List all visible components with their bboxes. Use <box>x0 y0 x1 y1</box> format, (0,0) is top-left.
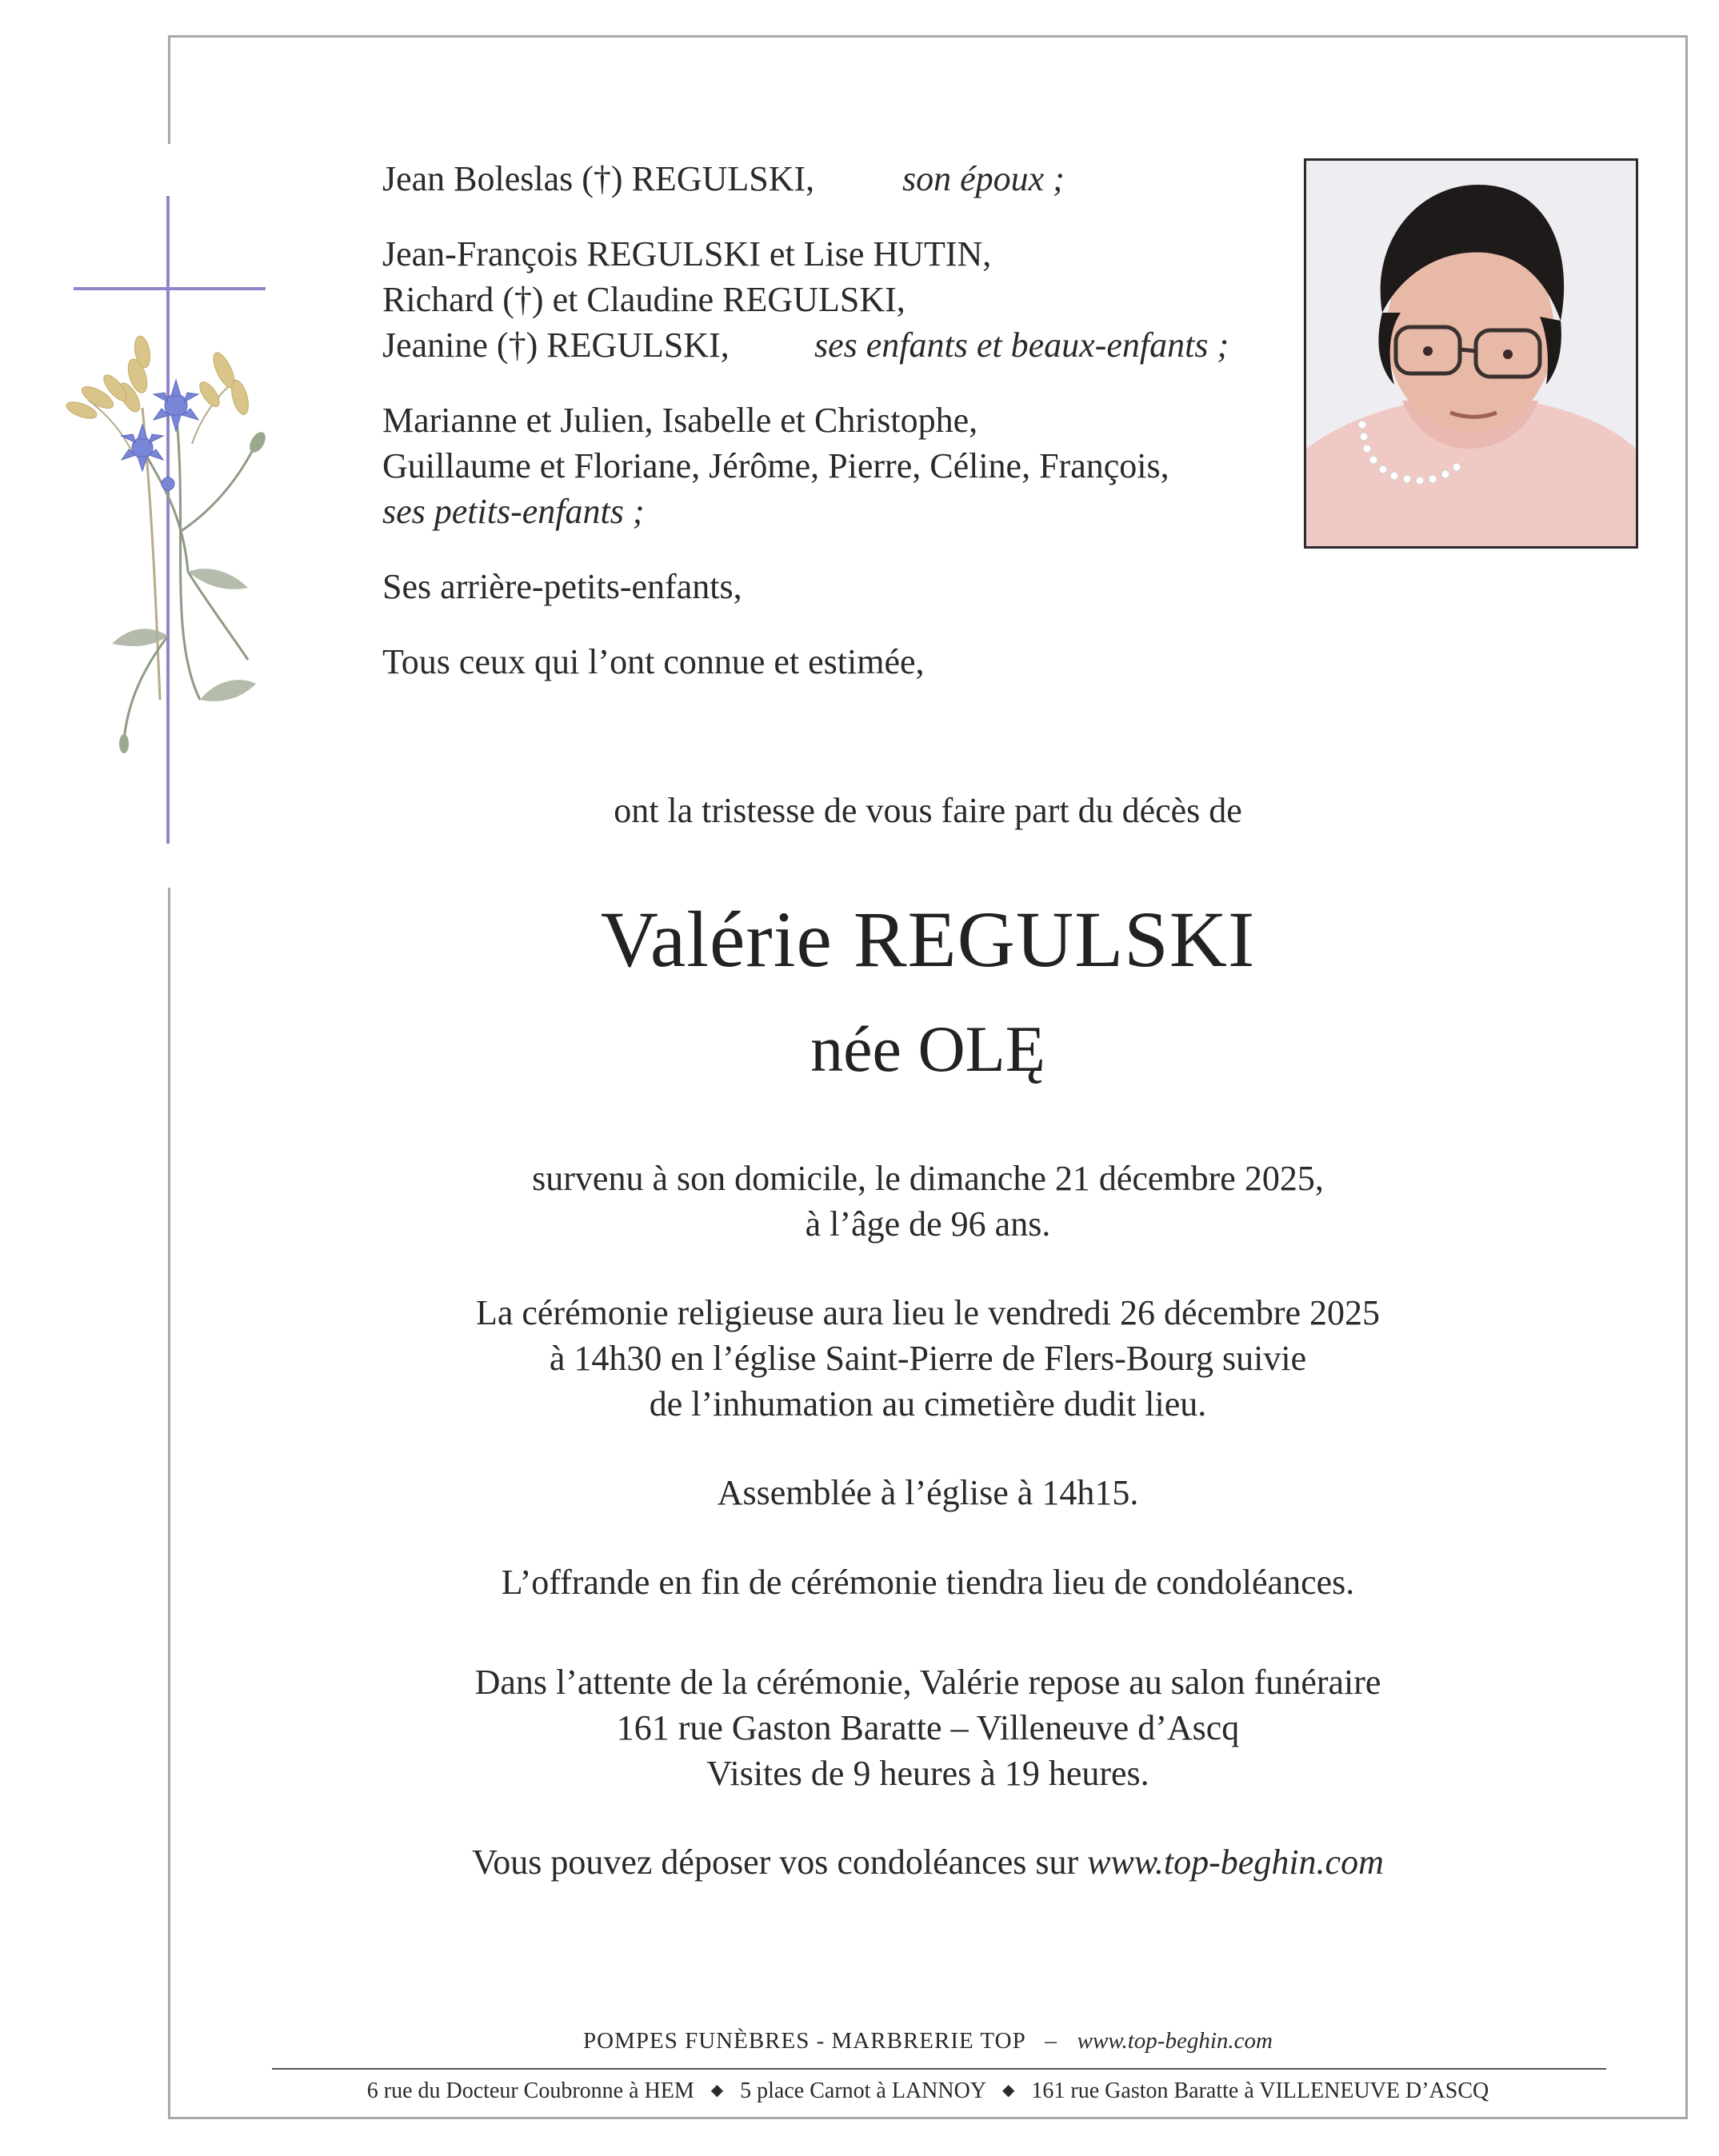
assembly-text: Assemblée à l’église à 14h15. <box>717 1473 1139 1512</box>
footer-addresses <box>240 2074 1616 2107</box>
death-line: survenu à son domicile, le dimanche 21 décembre 2025, <box>532 1159 1324 1198</box>
deceased-name: Valérie REGULSKI <box>600 895 1256 984</box>
deceased-birth-name: née OLĘ <box>810 1012 1045 1085</box>
grandchildren-relation: ses petits-enfants ; <box>382 492 645 531</box>
cross-icon <box>74 196 266 844</box>
announcement-text: ont la tristesse de vous faire part du décès de <box>614 791 1242 830</box>
portrait-illustration <box>1306 161 1636 546</box>
children-relation: ses enfants et beaux-enfants ; <box>814 325 1229 365</box>
others-line: Tous ceux qui l’ont connue et estimée, <box>382 642 925 681</box>
family-list <box>382 156 1294 685</box>
footer-website-link[interactable]: www.top-beghin.com <box>1077 2028 1273 2054</box>
footer-divider <box>272 2068 1606 2070</box>
death-details <box>240 1156 1616 1247</box>
cross-flowers-illustration <box>48 188 304 852</box>
ceremony-line: de l’inhumation au cimetière dudit lieu. <box>649 1384 1207 1423</box>
company-name: POMPES FUNÈBRES - MARBRERIE TOP <box>583 2028 1025 2054</box>
condolences-line <box>240 1839 1616 1885</box>
viewing-line: Visites de 9 heures à 19 heures. <box>706 1754 1149 1793</box>
offering-text: L’offrande en fin de cérémonie tiendra lieu de condoléances. <box>501 1563 1355 1602</box>
spouse-relation: son époux ; <box>902 159 1065 198</box>
child-name: Jeanine (†) REGULSKI, <box>382 325 730 365</box>
grandchildren-line: Marianne et Julien, Isabelle et Christophe, <box>382 401 978 440</box>
footer-dash: – <box>1045 2028 1057 2054</box>
ceremony-details <box>240 1290 1616 1427</box>
ceremony-line: La cérémonie religieuse aura lieu le vendredi 26 décembre 2025 <box>475 1293 1381 1332</box>
grandchildren-line: Guillaume et Floriane, Jérôme, Pierre, Céline, François, <box>382 446 1169 485</box>
child-line <box>382 322 1294 368</box>
ceremony-line: à 14h30 en l’église Saint-Pierre de Flers-Bourg suivie <box>549 1339 1307 1378</box>
child-line: Richard (†) et Claudine REGULSKI, <box>382 280 905 319</box>
condolences-website-link[interactable]: www.top-beghin.com <box>1087 1843 1384 1882</box>
viewing-details <box>240 1659 1616 1796</box>
funeral-home-header <box>240 2025 1616 2057</box>
bud-icon <box>119 429 269 753</box>
wheat-icon <box>64 335 251 700</box>
viewing-line: 161 rue Gaston Baratte – Villeneuve d’Ascq <box>616 1708 1240 1747</box>
deceased-portrait-photo <box>1304 158 1638 549</box>
viewing-line: Dans l’attente de la cérémonie, Valérie repose au salon funéraire <box>474 1663 1381 1702</box>
great-grandchildren-line: Ses arrière-petits-enfants, <box>382 567 742 606</box>
age-line: à l’âge de 96 ans. <box>805 1204 1051 1244</box>
spouse-line <box>382 156 1294 202</box>
condolences-text: Vous pouvez déposer vos condoléances sur <box>472 1843 1079 1882</box>
spouse-name: Jean Boleslas (†) REGULSKI, <box>382 159 815 198</box>
address-villeneuve: 161 rue Gaston Baratte à VILLENEUVE D’ASCQ <box>1031 2078 1489 2103</box>
diamond-separator-icon: ◆ <box>1002 2082 1015 2099</box>
address-lannoy: 5 place Carnot à LANNOY <box>740 2078 986 2103</box>
address-hem: 6 rue du Docteur Coubronne à HEM <box>366 2078 694 2103</box>
child-line: Jean-François REGULSKI et Lise HUTIN, <box>382 234 992 273</box>
diamond-separator-icon: ◆ <box>710 2082 724 2099</box>
